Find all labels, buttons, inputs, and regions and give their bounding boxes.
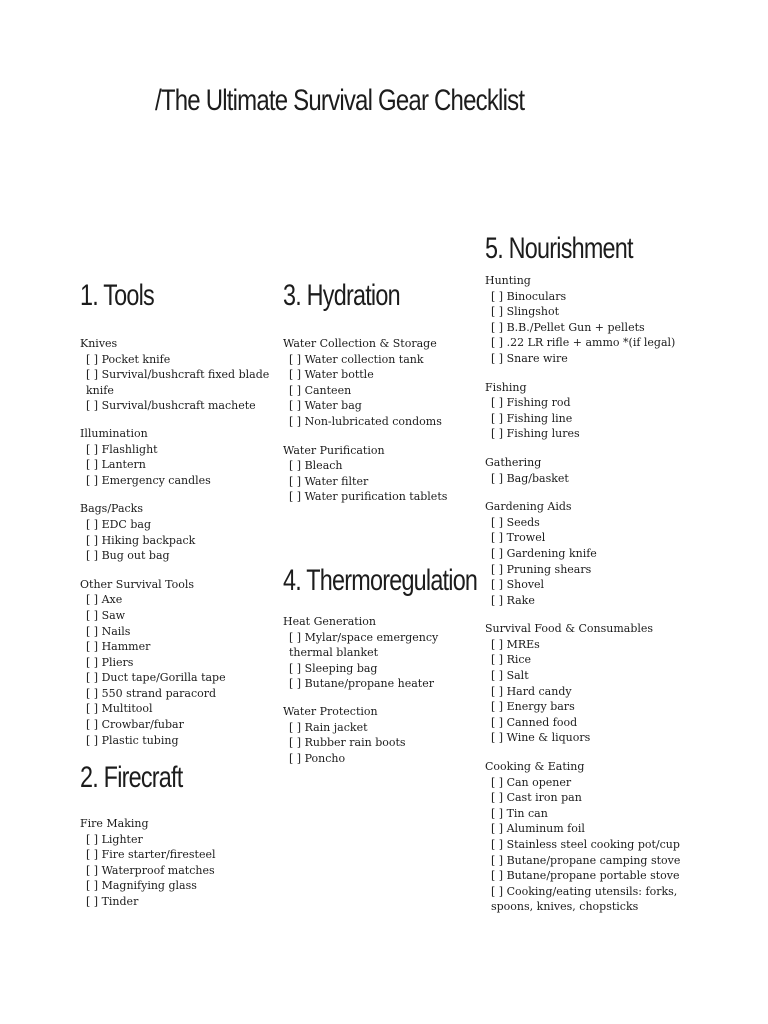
subsection-label: Fire Making (80, 817, 149, 830)
checklist-item[interactable]: [ ] Water filter (289, 474, 369, 488)
checklist-item[interactable]: [ ] Gardening knife (491, 546, 597, 560)
checklist-item[interactable]: [ ] Saw (86, 608, 126, 622)
checklist-item[interactable]: [ ] Hammer (86, 640, 151, 654)
checklist-item[interactable]: [ ] Fire starter/firesteel (86, 848, 216, 862)
checklist-item[interactable]: [ ] Canned food (491, 715, 578, 729)
subsection-label: Cooking & Eating (485, 760, 585, 774)
checklist-item[interactable]: [ ] MREs (491, 637, 540, 651)
checklist-item[interactable]: [ ] Water bottle (289, 368, 374, 382)
checklist-item[interactable]: [ ] Bag/basket (491, 471, 569, 485)
checklist-item[interactable]: [ ] Hard candy (491, 684, 572, 698)
group-fishing (485, 380, 715, 442)
checklist-item[interactable]: [ ] Aluminum foil (491, 822, 585, 836)
subsection-label: Water Collection & Storage (283, 337, 437, 350)
checklist-item[interactable]: [ ] Rake (491, 593, 535, 607)
group-knives (80, 336, 270, 414)
checklist-item[interactable]: [ ] Nails (86, 624, 131, 638)
checklist-item[interactable]: [ ] B.B./Pellet Gun + pellets (491, 320, 645, 334)
group-cooking (485, 759, 715, 915)
checklist-item[interactable]: [ ] Slingshot (491, 305, 560, 319)
section-heading: 5. Nourishment (485, 232, 633, 265)
subsection-label: Hunting (485, 274, 531, 287)
checklist-item[interactable]: [ ] Shovel (491, 578, 545, 592)
subsection-label: Water Protection (283, 704, 378, 718)
checklist-item[interactable]: [ ] Axe (86, 593, 123, 607)
section-heading: 1. Tools (80, 279, 154, 312)
checklist-item[interactable]: [ ] Tinder (86, 894, 139, 908)
subsection-label: Heat Generation (283, 615, 376, 628)
section-heading: 3. Hydration (283, 279, 400, 312)
checklist-item[interactable]: [ ] Cooking/eating utensils: forks, spoons, knives, chopsticks (491, 884, 678, 914)
checklist-item[interactable]: [ ] Bleach (289, 459, 343, 473)
checklist-item[interactable]: [ ] Duct tape/Gorilla tape (86, 671, 226, 685)
subsection-label: Illumination (80, 426, 148, 440)
subsection-label: Survival Food & Consumables (485, 622, 654, 636)
checklist-item[interactable]: [ ] Salt (491, 669, 529, 683)
group-hunting (485, 273, 715, 367)
checklist-item[interactable]: [ ] Pliers (86, 655, 134, 669)
checklist-item[interactable]: [ ] Snare wire (491, 351, 568, 365)
checklist-item[interactable]: [ ] Butane/propane heater (289, 677, 434, 691)
checklist-item[interactable]: [ ] Fishing rod (491, 396, 571, 410)
checklist-item[interactable]: [ ] Binoculars (491, 289, 567, 303)
checklist-item[interactable]: [ ] Butane/propane camping stove (491, 853, 681, 867)
checklist-item[interactable]: [ ] Rubber rain boots (289, 736, 406, 750)
subsection-label: Knives (80, 337, 118, 350)
checklist-item[interactable]: [ ] Pruning shears (491, 562, 592, 576)
group-heat-generation (283, 614, 480, 692)
checklist-item[interactable]: [ ] Stainless steel cooking pot/cup (491, 838, 680, 851)
checklist-item[interactable]: [ ] Water purification tablets (289, 490, 448, 504)
checklist-item[interactable]: [ ] Survival/bushcraft machete (86, 399, 256, 413)
subsection-label: Other Survival Tools (80, 577, 195, 591)
checklist-item[interactable]: [ ] Emergency candles (86, 473, 211, 487)
group-survival-food (485, 621, 715, 746)
group-fire-making (80, 816, 270, 910)
checklist-item[interactable]: [ ] Rice (491, 653, 532, 667)
checklist-item[interactable]: [ ] Fishing line (491, 411, 573, 425)
checklist-item[interactable]: [ ] Crowbar/fubar (86, 718, 184, 732)
checklist-item[interactable]: [ ] Can opener (491, 775, 572, 789)
checklist-item[interactable]: [ ] Trowel (491, 531, 546, 545)
section-heading: 4. Thermoregulation (283, 564, 478, 597)
checklist-item[interactable]: [ ] Water collection tank (289, 352, 424, 366)
subsection-label: Fishing (485, 380, 527, 394)
checklist-item[interactable]: [ ] Pocket knife (86, 352, 171, 366)
section-nourishment (485, 231, 715, 915)
checklist-item[interactable]: [ ] .22 LR rifle + ammo *(if legal) (491, 336, 676, 350)
checklist-item[interactable]: [ ] Lighter (86, 832, 143, 846)
group-gathering (485, 455, 715, 486)
checklist-item[interactable]: [ ] Seeds (491, 515, 540, 529)
checklist-item[interactable]: [ ] Sleeping bag (289, 661, 378, 675)
checklist-item[interactable]: [ ] 550 strand paracord (86, 686, 217, 700)
checklist-item[interactable]: [ ] Canteen (289, 383, 352, 397)
checklist-item[interactable]: [ ] Wine & liquors (491, 731, 591, 745)
checklist-item[interactable]: [ ] Non-lubricated condoms (289, 414, 442, 428)
group-illumination (80, 426, 270, 488)
group-bags (80, 501, 270, 563)
checklist-item[interactable]: [ ] Bug out bag (86, 549, 170, 563)
checklist-item[interactable]: [ ] Waterproof matches (86, 863, 215, 877)
checklist-item[interactable]: [ ] Survival/bushcraft fixed blade knife (86, 368, 270, 397)
section-hydration (283, 278, 478, 505)
checklist-item[interactable]: [ ] Butane/propane portable stove (491, 869, 680, 883)
checklist-item[interactable]: [ ] Rain jacket (289, 720, 368, 734)
subsection-label: Gardening Aids (485, 500, 572, 514)
checklist-item[interactable]: [ ] Water bag (289, 399, 362, 413)
section-heading: 2. Firecraft (80, 761, 183, 794)
checklist-item[interactable]: [ ] Multitool (86, 702, 153, 716)
checklist-item[interactable]: [ ] Cast iron pan (491, 791, 582, 805)
subsection-label: Bags/Packs (80, 502, 143, 516)
section-firecraft (80, 760, 270, 910)
checklist-item[interactable]: [ ] Hiking backpack (86, 533, 196, 547)
group-water-protection (283, 704, 480, 766)
page-title: /The Ultimate Survival Gear Checklist (155, 84, 525, 117)
section-thermoregulation (283, 563, 480, 766)
group-gardening (485, 499, 715, 608)
checklist-item[interactable]: [ ] Tin can (491, 806, 548, 820)
checklist-item[interactable]: [ ] Energy bars (491, 700, 575, 714)
checklist-item[interactable]: [ ] Mylar/space emergency thermal blanket (289, 630, 439, 660)
checklist-item[interactable]: [ ] Flashlight (86, 442, 158, 456)
group-other-tools (80, 577, 270, 749)
section-tools (80, 278, 270, 748)
checklist-item[interactable]: [ ] EDC bag (86, 517, 151, 531)
checklist-item[interactable]: [ ] Plastic tubing (86, 733, 179, 747)
subsection-label: Water Purification (283, 443, 385, 457)
checklist-item[interactable]: [ ] Magnifying glass (86, 879, 197, 893)
subsection-label: Gathering (485, 455, 542, 469)
checklist-item[interactable]: [ ] Lantern (86, 458, 146, 472)
group-water-purification (283, 443, 478, 505)
checklist-item[interactable]: [ ] Fishing lures (491, 427, 580, 441)
group-water-collection (283, 336, 478, 430)
checklist-item[interactable]: [ ] Poncho (289, 751, 346, 765)
